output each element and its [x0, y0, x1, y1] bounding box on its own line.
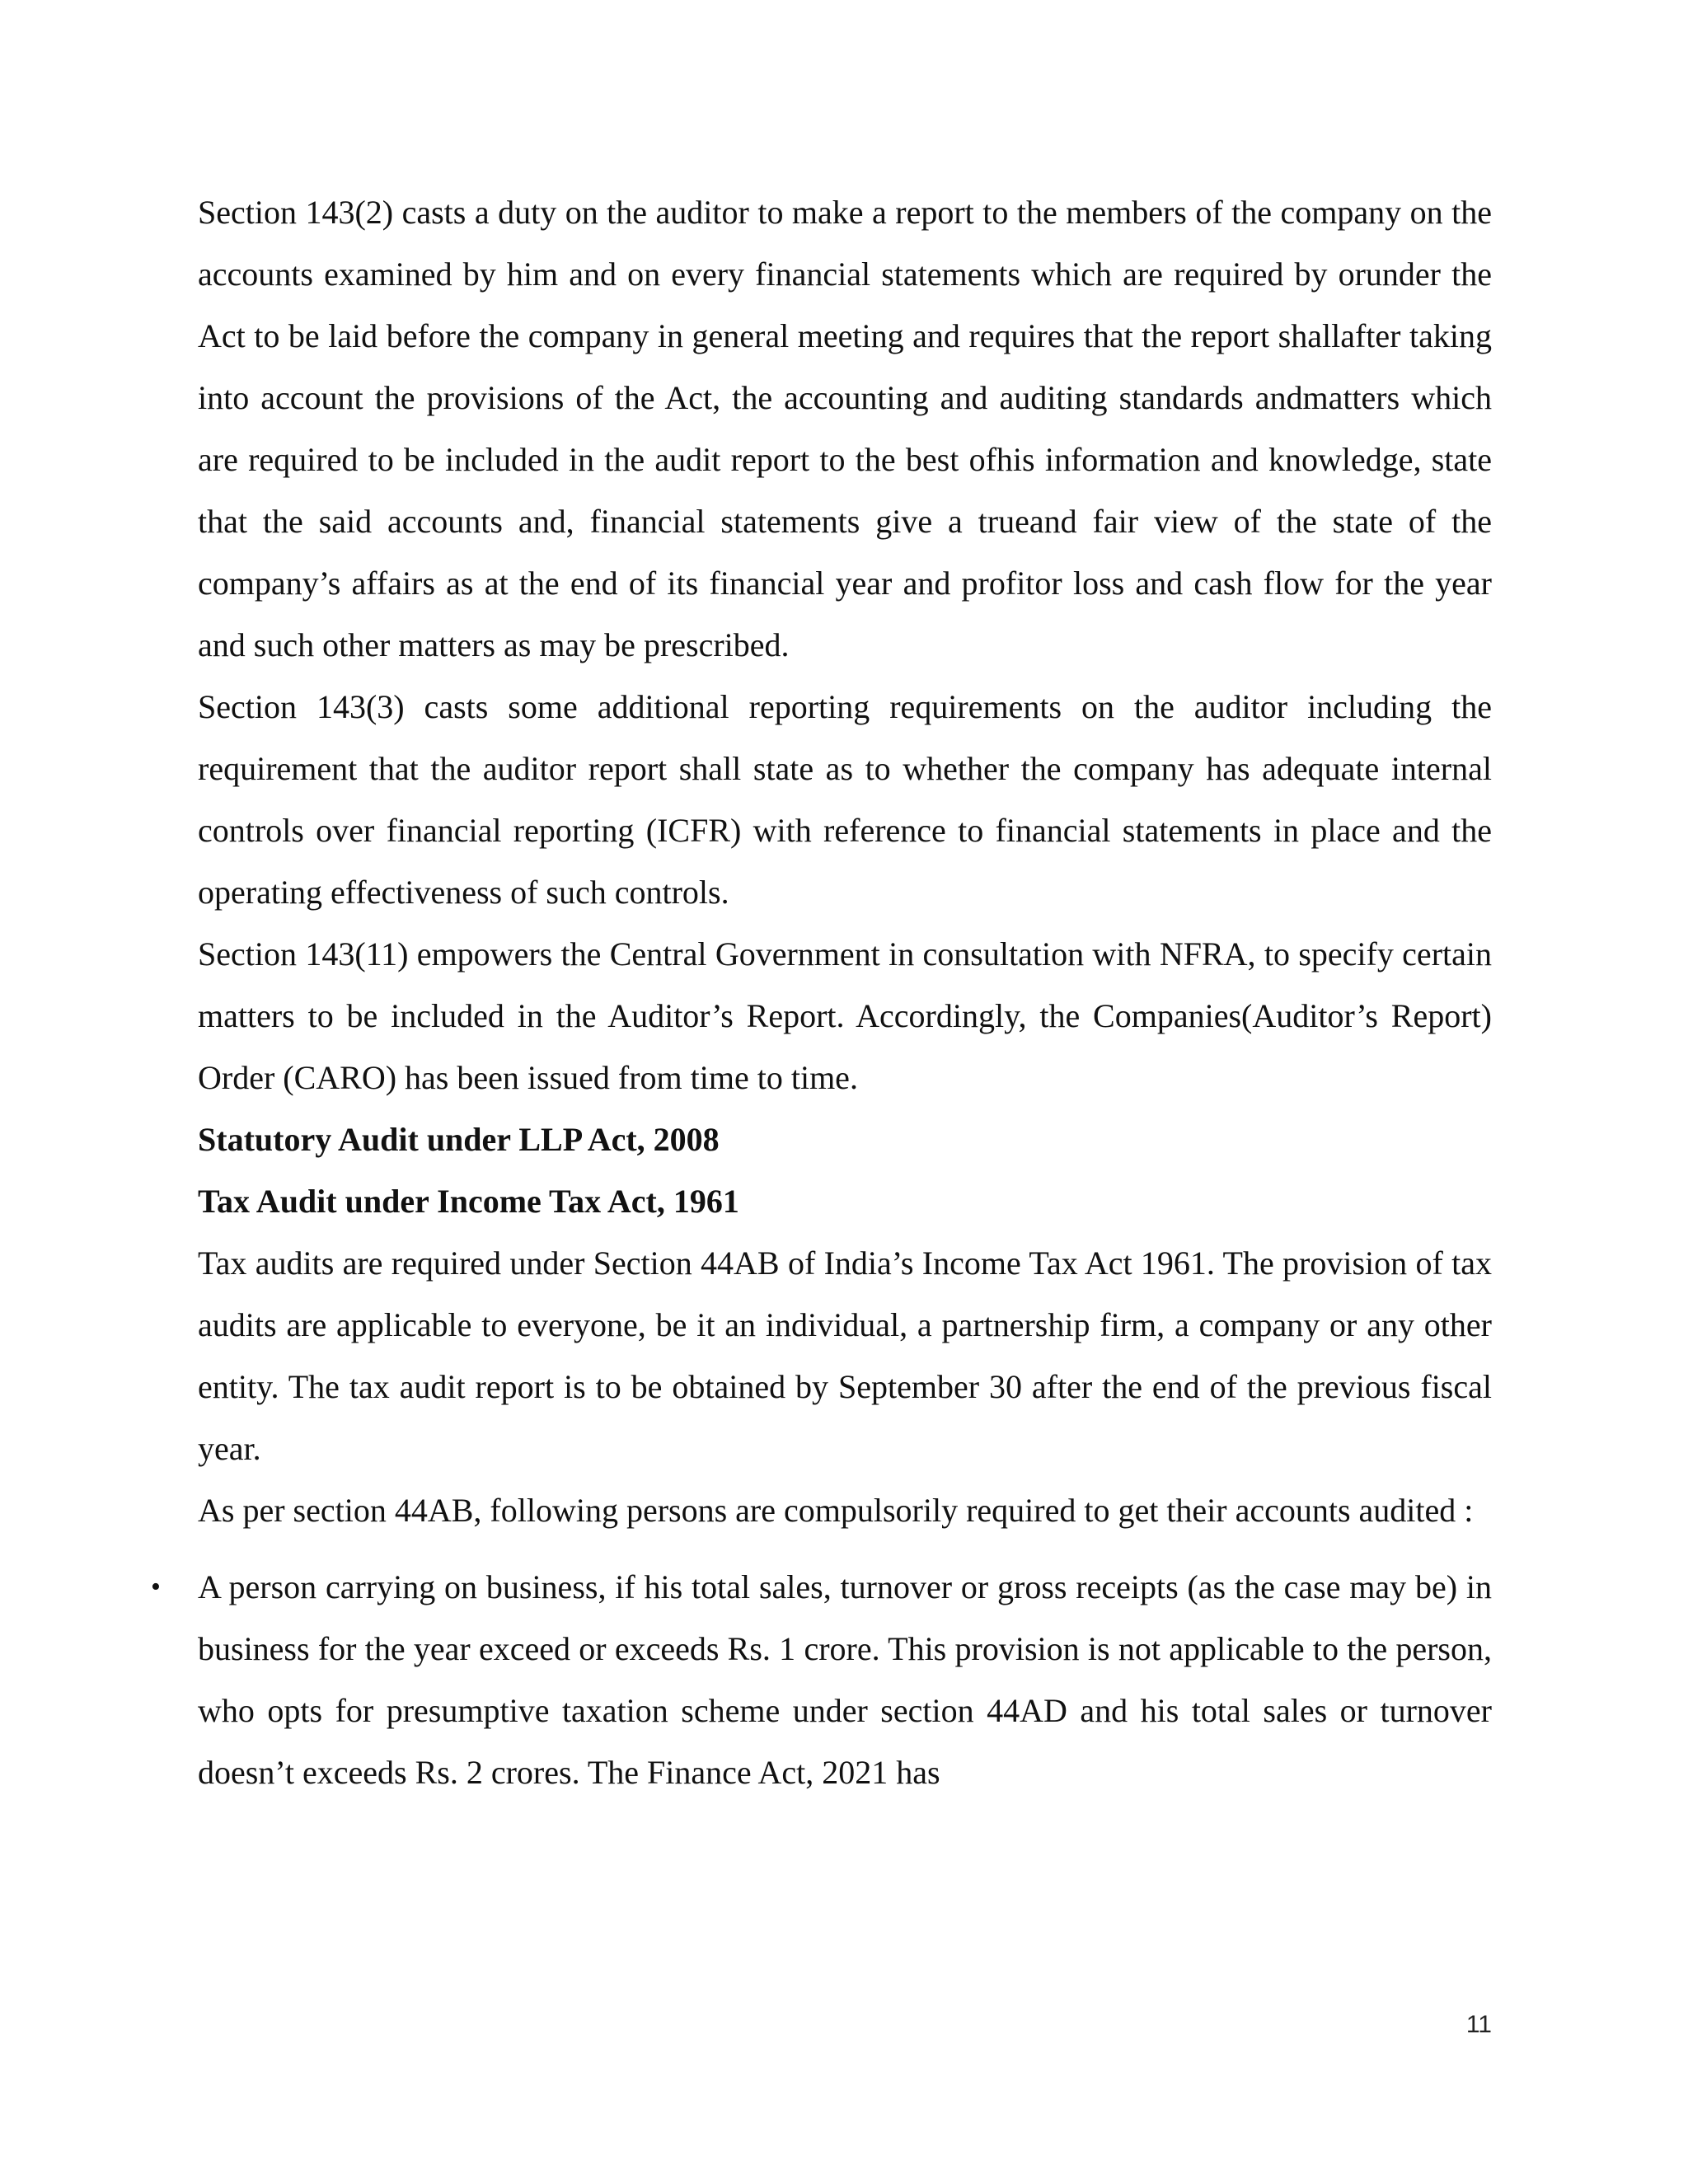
bullet-text: A person carrying on business, if his total sales, turnover or gross receipts (as the case may be) in business for the year exceed or exceeds Rs. 1 crore. This provision is not applicable to the person, who opts for presumptive taxation scheme under section 44AD and his total sales or turnover doesn’t exceeds Rs. 2 crores. The Finance Act, 2021 has — [198, 1568, 1492, 1791]
bullet-list — [151, 1556, 1492, 1803]
heading-tax-audit: Tax Audit under Income Tax Act, 1961 — [198, 1183, 739, 1220]
bullet-icon: • — [151, 1572, 161, 1602]
list-item — [151, 1556, 1492, 1803]
heading-llp-audit: Statutory Audit under LLP Act, 2008 — [198, 1121, 720, 1158]
paragraph-section-143-11: Section 143(11) empowers the Central Government in consultation with NFRA, to specify certain matters to be included in the Auditor’s Report. Accordingly, the Companies(Auditor’s Report) Order (CARO) has been issued from time to time. — [198, 935, 1492, 1096]
paragraph-section-143-3: Section 143(3) casts some additional reporting requirements on the auditor including the requirement that the auditor report shall state as to whether the company has adequate internal controls over financial reporting (ICFR) with reference to financial statements in place and the operating effectiveness of such controls. — [198, 688, 1492, 911]
document-page — [151, 181, 1492, 1803]
paragraph-section-143-2: Section 143(2) casts a duty on the auditor to make a report to the members of the company on the accounts examined by him and on every financial statements which are required by orunder the Act to be laid before the company in general meeting and requires that the report shallafter taking into account the provisions of the Act, the accounting and auditing standards andmatters which are required to be included in the audit report to the best ofhis information and knowledge, state that the said accounts and, financial statements give a trueand fair view of the state of the company’s affairs as at the end of its financial year and profitor loss and cash flow for the year and such other matters as may be prescribed. — [198, 194, 1492, 663]
paragraph-tax-audit-intro: Tax audits are required under Section 44AB of India’s Income Tax Act 1961. The provision of tax audits are applicable to everyone, be it an individual, a partnership firm, a company or any other entity. The tax audit report is to be obtained by September 30 after the end of the previous fiscal year. — [198, 1244, 1492, 1467]
page-number: 11 — [1465, 2011, 1492, 2038]
paragraph-section-44ab: As per section 44AB, following persons are compulsorily required to get their accounts audited : — [198, 1492, 1474, 1529]
